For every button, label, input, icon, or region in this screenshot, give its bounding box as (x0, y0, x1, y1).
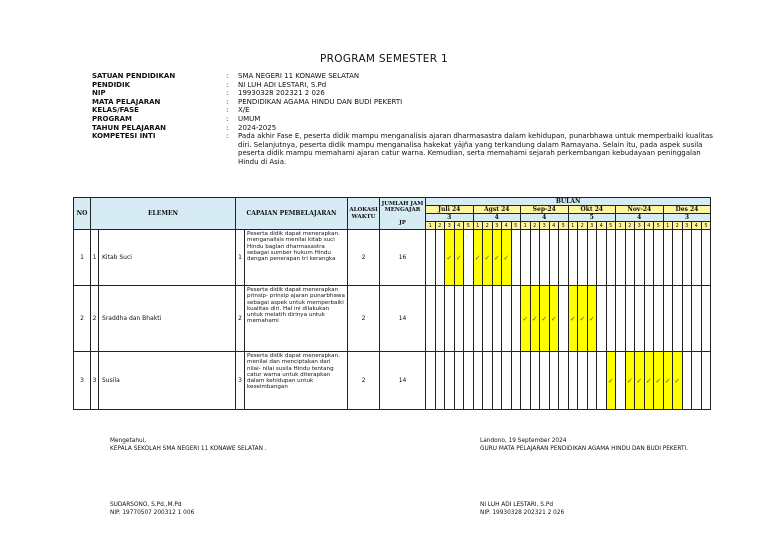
week-cell (597, 230, 607, 286)
week-cell (692, 352, 702, 410)
week-cell-active: ✓ (540, 286, 550, 352)
row-sub-no: 2 (91, 286, 99, 352)
week-number: 5 (654, 222, 664, 230)
week-cell (682, 286, 692, 352)
week-cell (549, 230, 559, 286)
week-cell (635, 230, 645, 286)
week-cell (530, 230, 540, 286)
week-cell (644, 230, 654, 286)
row-capaian-no: 3 (236, 352, 245, 410)
header-bulan: BULAN (426, 198, 711, 206)
week-cell (549, 352, 559, 410)
info-label: NIP (92, 89, 106, 98)
week-cell (511, 286, 521, 352)
week-number: 5 (606, 222, 616, 230)
week-number: 1 (521, 222, 531, 230)
week-cell (464, 352, 474, 410)
week-cell (502, 352, 512, 410)
week-number: 2 (483, 222, 493, 230)
info-colon: : (226, 89, 229, 98)
week-number: 4 (549, 222, 559, 230)
week-cell-active: ✓ (625, 352, 635, 410)
signature-right (480, 438, 688, 453)
semester-program-table (73, 197, 711, 410)
week-number: 3 (587, 222, 597, 230)
week-number: 1 (663, 222, 673, 230)
week-number: 3 (635, 222, 645, 230)
week-cell (435, 352, 445, 410)
week-cell (587, 352, 597, 410)
info-row (92, 124, 722, 133)
info-label: PROGRAM (92, 114, 132, 123)
row-jp: 14 (380, 286, 426, 352)
month-name: Sep-24 (521, 206, 569, 214)
week-number: 4 (597, 222, 607, 230)
week-cell (464, 230, 474, 286)
week-cell-active: ✓ (483, 230, 493, 286)
week-cell (502, 286, 512, 352)
month-week-count: 4 (473, 214, 521, 222)
week-cell (426, 230, 436, 286)
week-number: 4 (502, 222, 512, 230)
week-cell (644, 286, 654, 352)
week-cell (654, 286, 664, 352)
month-name: Agst 24 (473, 206, 521, 214)
month-name: Des 24 (663, 206, 711, 214)
week-cell (597, 352, 607, 410)
header-jp-label: JP (399, 219, 406, 226)
week-number: 4 (454, 222, 464, 230)
week-cell (492, 286, 502, 352)
week-number: 2 (625, 222, 635, 230)
info-row (92, 89, 722, 98)
week-number: 1 (568, 222, 578, 230)
header-alokasi: ALOKASI WAKTU (348, 198, 380, 230)
week-cell-active: ✓ (521, 286, 531, 352)
week-number: 5 (464, 222, 474, 230)
week-cell (483, 352, 493, 410)
week-cell (625, 230, 635, 286)
week-cell (673, 230, 683, 286)
week-cell (597, 286, 607, 352)
info-colon: : (226, 97, 229, 106)
week-cell-active: ✓ (530, 286, 540, 352)
week-number: 1 (426, 222, 436, 230)
week-cell-active: ✓ (673, 352, 683, 410)
week-cell (511, 352, 521, 410)
info-value: Pada akhir Fase E, peserta didik mampu menganalisis ajaran dharmasastra dalam kehidupan, punarbhawa untuk memperbaiki kualitas diri. Selanjutnya, peserta didik mampu menganalisa hakekat yājña yang terkandung dalam Ramayana. Selain itu, pada aspek susila peserta didik mampu memahami ajaran catur warna. Kemudian, serta memahami sejarah perkembangan kebudayaan peninggalan Hindu di Asia. (238, 132, 713, 166)
week-cell-active: ✓ (644, 352, 654, 410)
week-number: 3 (540, 222, 550, 230)
info-row (92, 115, 722, 124)
week-cell (530, 352, 540, 410)
info-colon: : (226, 114, 229, 123)
row-capaian: Peserta didik dapat menerapkan. menganalisis menilai kitab suci Hindu bagian dharmasastra sebagai sumber hukum Hindu dengan penerapan tri kerangka (245, 230, 348, 286)
info-value: X/E (238, 106, 250, 115)
month-week-count: 5 (568, 214, 616, 222)
week-cell-active: ✓ (606, 352, 616, 410)
info-label: PENDIDIK (92, 80, 131, 89)
month-week-count: 4 (521, 214, 569, 222)
table-row (74, 230, 711, 286)
week-cell (492, 352, 502, 410)
info-label: SATUAN PENDIDIKAN (92, 72, 176, 80)
info-label: KELAS/FASE (92, 106, 139, 115)
week-cell (426, 286, 436, 352)
week-cell-active: ✓ (502, 230, 512, 286)
identity-block (92, 72, 722, 167)
row-capaian-no: 2 (236, 286, 245, 352)
week-cell (663, 286, 673, 352)
month-name: Juli 24 (426, 206, 474, 214)
week-number: 4 (644, 222, 654, 230)
week-cell (435, 230, 445, 286)
info-row (92, 72, 722, 81)
week-cell (673, 286, 683, 352)
info-label: KOMPETESI INTI (92, 132, 156, 141)
week-number: 2 (435, 222, 445, 230)
week-cell (616, 352, 626, 410)
week-number: 1 (473, 222, 483, 230)
row-alokasi: 2 (348, 230, 380, 286)
week-cell (521, 230, 531, 286)
week-number: 5 (701, 222, 711, 230)
week-cell (568, 230, 578, 286)
info-row (92, 132, 722, 166)
teacher-name-block (480, 502, 564, 517)
week-number: 3 (682, 222, 692, 230)
info-colon: : (226, 72, 229, 80)
week-cell-active: ✓ (492, 230, 502, 286)
week-cell (473, 286, 483, 352)
info-value: SMA NEGERI 11 KONAWE SELATAN (238, 72, 360, 80)
info-row (92, 106, 722, 115)
week-cell-active: ✓ (568, 286, 578, 352)
row-capaian: Peserta didik dapat menerapkan. menilai dan menciptakan dari nilai- nilai susila Hindu tentang catur warna untuk diterapkan dalam kehidupan untuk keseimbangan (245, 352, 348, 410)
week-cell (692, 230, 702, 286)
week-cell (682, 230, 692, 286)
teacher-nip: NIP. 19930328 202321 2 026 (480, 509, 565, 516)
info-colon: : (226, 106, 229, 115)
info-colon: : (226, 80, 229, 89)
table-row (74, 352, 711, 410)
signature-left (110, 438, 267, 453)
week-cell (682, 352, 692, 410)
header-no: NO (74, 198, 91, 230)
week-cell (606, 230, 616, 286)
month-week-count: 3 (663, 214, 711, 222)
week-cell (473, 352, 483, 410)
week-cell (616, 230, 626, 286)
info-colon: : (226, 132, 229, 141)
week-cell (559, 352, 569, 410)
week-number: 5 (559, 222, 569, 230)
week-number: 3 (492, 222, 502, 230)
info-row (92, 98, 722, 107)
row-capaian-no: 1 (236, 230, 245, 286)
row-no: 3 (74, 352, 91, 410)
row-alokasi: 2 (348, 352, 380, 410)
row-capaian: Peserta didik dapat menerapkan prinsip- prinsip ajaran punarbhawa sebagai aspek untuk memperbaiki kualitas diri. Hal ini dilakukan untuk melatih dirinya untuk memahami (245, 286, 348, 352)
week-cell (578, 352, 588, 410)
week-cell (454, 286, 464, 352)
week-cell (587, 230, 597, 286)
info-colon: : (226, 123, 229, 132)
info-label: TAHUN PELAJARAN (92, 123, 166, 132)
principal-name: SUDARSONO, S.Pd.,M.Pd (110, 502, 182, 508)
table-row (74, 286, 711, 352)
row-no: 1 (74, 230, 91, 286)
month-name: Okt 24 (568, 206, 616, 214)
week-cell (445, 286, 455, 352)
week-cell (464, 286, 474, 352)
info-row (92, 81, 722, 90)
week-cell (606, 286, 616, 352)
info-value: NI LUH ADI LESTARI, S.Pd (238, 80, 327, 89)
week-cell (663, 230, 673, 286)
row-elemen: Sraddha dan Bhakti (99, 286, 236, 352)
week-cell-active: ✓ (587, 286, 597, 352)
week-number: 2 (530, 222, 540, 230)
week-number: 4 (692, 222, 702, 230)
week-cell-active: ✓ (663, 352, 673, 410)
row-no: 2 (74, 286, 91, 352)
info-value: 2024-2025 (238, 123, 277, 132)
week-cell (426, 352, 436, 410)
week-cell (692, 286, 702, 352)
week-cell (654, 230, 664, 286)
row-elemen: Susila (99, 352, 236, 410)
week-cell (559, 230, 569, 286)
header-elemen: ELEMEN (91, 198, 236, 230)
week-cell-active: ✓ (549, 286, 559, 352)
month-week-count: 4 (616, 214, 664, 222)
principal-name-block (110, 502, 194, 517)
week-cell (635, 286, 645, 352)
page-title: PROGRAM SEMESTER 1 (320, 53, 448, 65)
week-cell-active: ✓ (635, 352, 645, 410)
week-cell (568, 352, 578, 410)
header-capaian: CAPAIAN PEMBELAJARAN (236, 198, 348, 230)
week-cell (701, 230, 711, 286)
principal-title: KEPALA SEKOLAH SMA NEGERI 11 KONAWE SELATAN . (110, 445, 267, 452)
row-alokasi: 2 (348, 286, 380, 352)
info-value: PENDIDIKAN AGAMA HINDU DAN BUDI PEKERTI (238, 97, 403, 106)
week-cell-active: ✓ (473, 230, 483, 286)
week-cell (559, 286, 569, 352)
row-jp: 14 (380, 352, 426, 410)
month-week-count: 3 (426, 214, 474, 222)
week-number: 2 (673, 222, 683, 230)
month-name: Nov-24 (616, 206, 664, 214)
row-sub-no: 3 (91, 352, 99, 410)
info-label: MATA PELAJARAN (92, 97, 161, 106)
header-jumlah-jam-label: JUMLAH JAM MENGAJAR (381, 201, 424, 214)
info-value: UMUM (238, 114, 261, 123)
row-sub-no: 1 (91, 230, 99, 286)
week-cell (540, 352, 550, 410)
week-cell-active: ✓ (454, 230, 464, 286)
week-cell (511, 230, 521, 286)
week-cell (454, 352, 464, 410)
week-cell-active: ✓ (445, 230, 455, 286)
week-cell (540, 230, 550, 286)
week-cell (616, 286, 626, 352)
week-number: 5 (511, 222, 521, 230)
week-number: 3 (445, 222, 455, 230)
week-cell (483, 286, 493, 352)
week-cell (435, 286, 445, 352)
week-cell (521, 352, 531, 410)
row-elemen: Kitab Suci (99, 230, 236, 286)
week-cell (445, 352, 455, 410)
week-cell (701, 352, 711, 410)
teacher-name: NI LUH ADI LESTARI, S.Pd (480, 502, 554, 508)
row-jp: 16 (380, 230, 426, 286)
info-value: 19930328 202321 2 026 (238, 89, 325, 98)
week-number: 2 (578, 222, 588, 230)
acknowledged-label: Mengetahui, (110, 438, 147, 444)
place-date: Landono, 19 September 2024 (480, 438, 567, 444)
header-jumlah-jam (380, 198, 426, 230)
week-cell-active: ✓ (654, 352, 664, 410)
week-cell (578, 230, 588, 286)
principal-nip: NIP. 19770507 200312 1 006 (110, 509, 195, 516)
week-number: 1 (616, 222, 626, 230)
teacher-title: GURU MATA PELAJARAN PENDIDIKAN AGAMA HINDU DAN BUDI PEKERTI. (480, 445, 689, 452)
week-cell-active: ✓ (578, 286, 588, 352)
week-cell (701, 286, 711, 352)
week-cell (625, 286, 635, 352)
